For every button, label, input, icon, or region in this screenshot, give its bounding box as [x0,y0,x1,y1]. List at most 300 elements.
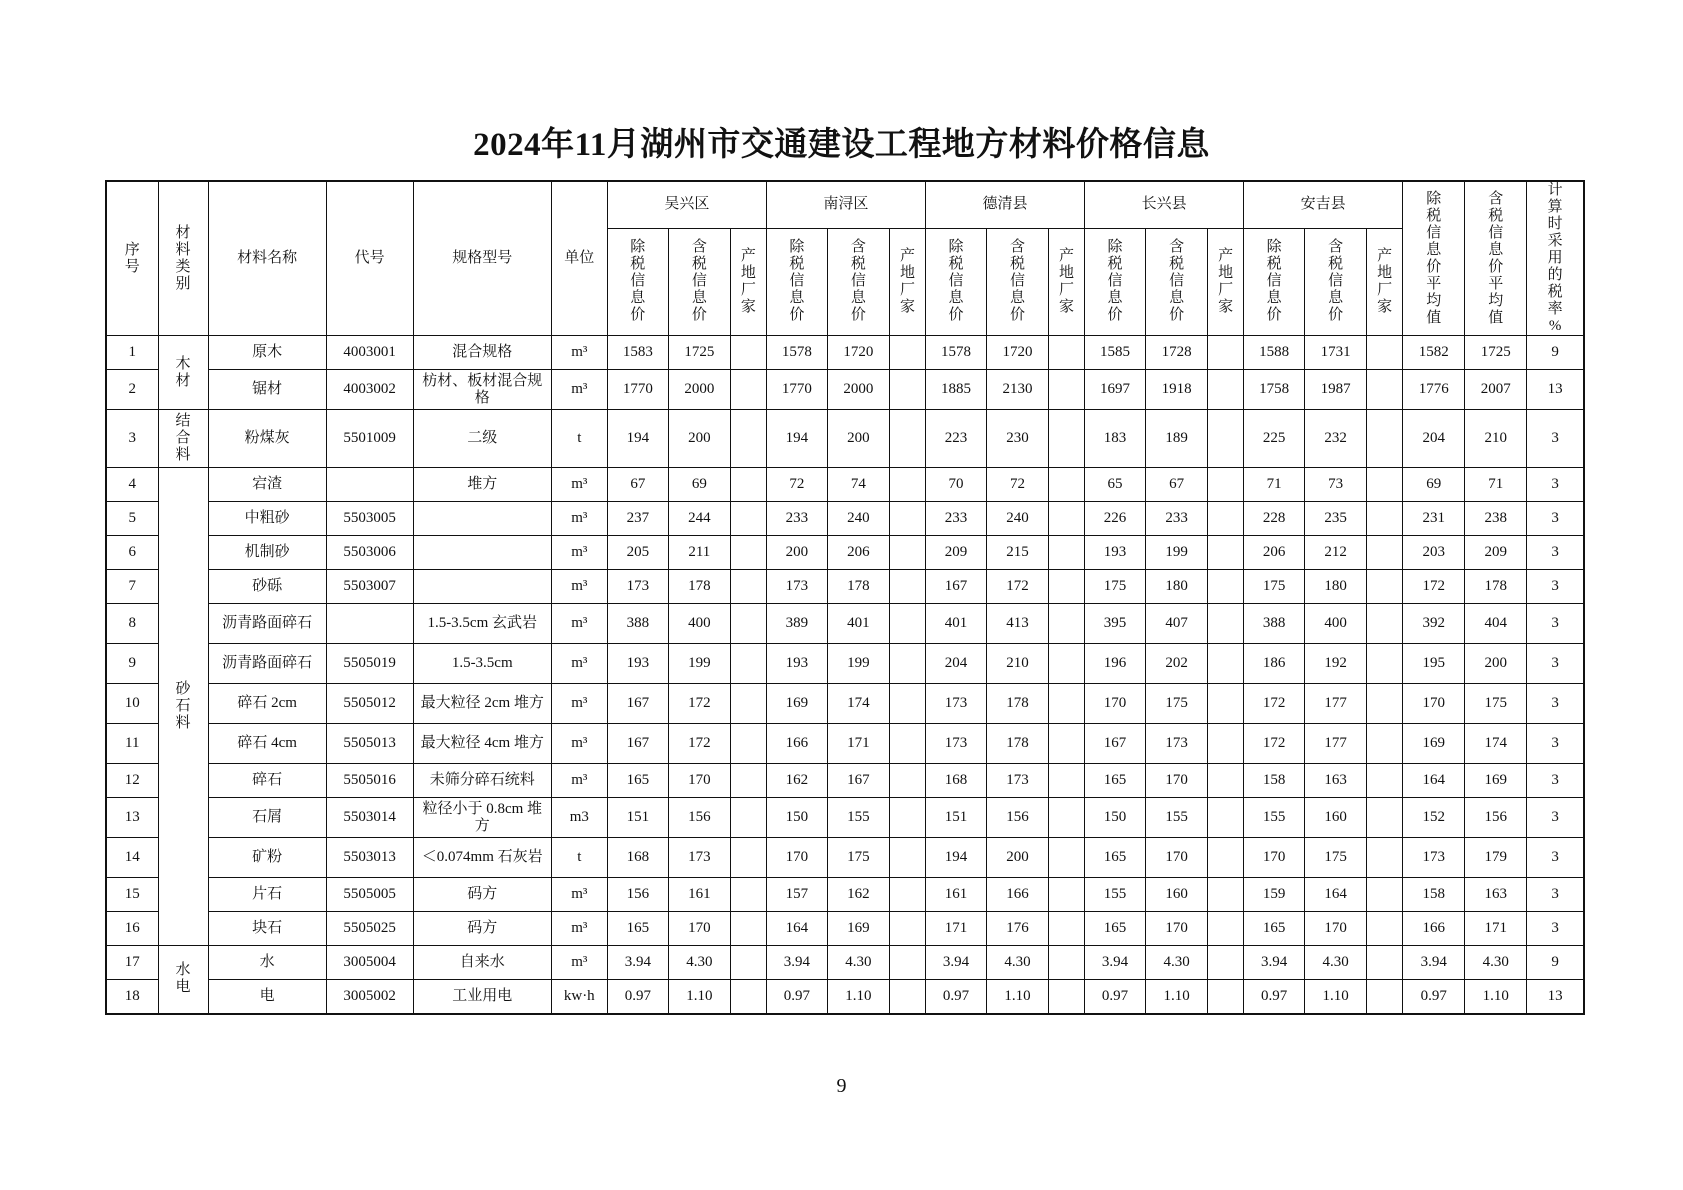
cell-origin [1367,798,1403,838]
cell-origin [889,912,925,946]
cell-avg-ex: 195 [1403,644,1465,684]
cell-origin [730,604,766,644]
cell-ex-tax: 165 [1085,838,1146,878]
cell-avg-ex: 204 [1403,410,1465,468]
cell-origin [889,684,925,724]
cell-ex-tax: 204 [925,644,986,684]
cell-origin [889,798,925,838]
cell-spec [413,502,551,536]
cell-inc-tax: 199 [668,644,730,684]
cell-ex-tax: 389 [766,604,827,644]
cell-ex-tax: 209 [925,536,986,570]
cell-origin [1367,370,1403,410]
cell-avg-ex: 173 [1403,838,1465,878]
cell-code: 5501009 [326,410,413,468]
cell-origin [1367,336,1403,370]
cell-ex-tax: 171 [925,912,986,946]
cell-tax-rate: 3 [1527,764,1584,798]
cell-origin [1049,570,1085,604]
cell-tax-rate: 3 [1527,912,1584,946]
cell-inc-tax: 172 [668,724,730,764]
cell-inc-tax: 1720 [827,336,889,370]
cell-ex-tax: 175 [1085,570,1146,604]
cell-origin [889,370,925,410]
cell-tax-rate: 3 [1527,410,1584,468]
cell-origin [1208,764,1244,798]
cell-ex-tax: 194 [925,838,986,878]
cell-origin [730,410,766,468]
header-ex-tax: 除 税 信 息 价 [607,228,668,335]
cell-name: 碎石 [208,764,326,798]
header-ex-tax: 除 税 信 息 价 [766,228,827,335]
cell-tax-rate: 3 [1527,684,1584,724]
table-body [106,336,1584,1014]
cell-inc-tax: 1728 [1146,336,1208,370]
cell-inc-tax: 1.10 [1146,980,1208,1014]
cell-ex-tax: 165 [1085,764,1146,798]
cell-seq: 10 [106,684,158,724]
header-inc-tax: 含 税 信 息 价 [1305,228,1367,335]
cell-origin [730,468,766,502]
cell-ex-tax: 3.94 [766,946,827,980]
cell-unit: kw·h [551,980,607,1014]
cell-origin [889,980,925,1014]
cell-ex-tax: 0.97 [1244,980,1305,1014]
cell-avg-inc: 209 [1465,536,1527,570]
cell-unit: t [551,838,607,878]
cell-origin [1208,336,1244,370]
cell-code [326,468,413,502]
cell-origin [1208,604,1244,644]
cell-spec [413,570,551,604]
cell-inc-tax: 155 [1146,798,1208,838]
cell-inc-tax: 200 [827,410,889,468]
cell-name: 碎石 4cm [208,724,326,764]
price-table [105,180,1585,1015]
cell-inc-tax: 167 [827,764,889,798]
cell-ex-tax: 167 [607,684,668,724]
table-row [106,912,1584,946]
cell-origin [1208,878,1244,912]
cell-origin [889,502,925,536]
cell-inc-tax: 180 [1146,570,1208,604]
cell-spec: 枋材、板材混合规格 [413,370,551,410]
cell-origin [1367,724,1403,764]
cell-code: 3005004 [326,946,413,980]
cell-name: 块石 [208,912,326,946]
cell-ex-tax: 167 [925,570,986,604]
cell-unit: m³ [551,468,607,502]
cell-code: 5503013 [326,838,413,878]
cell-avg-inc: 404 [1465,604,1527,644]
cell-inc-tax: 1720 [986,336,1048,370]
cell-origin [1208,980,1244,1014]
cell-origin [1208,912,1244,946]
cell-avg-inc: 4.30 [1465,946,1527,980]
cell-ex-tax: 388 [607,604,668,644]
cell-inc-tax: 170 [668,912,730,946]
cell-avg-ex: 203 [1403,536,1465,570]
cell-unit: m³ [551,536,607,570]
table-row [106,798,1584,838]
cell-origin [730,838,766,878]
cell-unit: m³ [551,946,607,980]
cell-name: 砂砾 [208,570,326,604]
cell-ex-tax: 150 [766,798,827,838]
cell-ex-tax: 159 [1244,878,1305,912]
cell-ex-tax: 167 [607,724,668,764]
cell-origin [1367,684,1403,724]
cell-ex-tax: 166 [766,724,827,764]
cell-origin [730,980,766,1014]
cell-unit: m³ [551,644,607,684]
table-row [106,764,1584,798]
cell-inc-tax: 170 [1305,912,1367,946]
cell-inc-tax: 1.10 [668,980,730,1014]
cell-inc-tax: 177 [1305,684,1367,724]
header-origin: 产 地 厂 家 [1049,228,1085,335]
cell-avg-ex: 1776 [1403,370,1465,410]
cell-inc-tax: 233 [1146,502,1208,536]
cell-inc-tax: 169 [827,912,889,946]
header-ex-tax: 除 税 信 息 价 [1085,228,1146,335]
cell-inc-tax: 177 [1305,724,1367,764]
cell-origin [1367,468,1403,502]
header-unit: 单位 [551,181,607,336]
header-region: 南浔区 [766,181,925,228]
cell-avg-ex: 1582 [1403,336,1465,370]
cell-inc-tax: 160 [1305,798,1367,838]
cell-origin [1208,502,1244,536]
cell-inc-tax: 200 [986,838,1048,878]
cell-inc-tax: 162 [827,878,889,912]
header-origin: 产 地 厂 家 [1208,228,1244,335]
cell-ex-tax: 165 [1085,912,1146,946]
cell-seq: 5 [106,502,158,536]
cell-inc-tax: 244 [668,502,730,536]
cell-tax-rate: 3 [1527,604,1584,644]
cell-origin [1049,410,1085,468]
cell-inc-tax: 73 [1305,468,1367,502]
cell-ex-tax: 168 [607,838,668,878]
table-row [106,468,1584,502]
cell-origin [889,570,925,604]
cell-ex-tax: 206 [1244,536,1305,570]
cell-origin [1049,644,1085,684]
header-name: 材料名称 [208,181,326,336]
cell-inc-tax: 235 [1305,502,1367,536]
cell-inc-tax: 170 [1146,838,1208,878]
cell-inc-tax: 212 [1305,536,1367,570]
cell-origin [1049,798,1085,838]
cell-spec: ＜0.074mm 石灰岩 [413,838,551,878]
cell-avg-inc: 171 [1465,912,1527,946]
cell-ex-tax: 67 [607,468,668,502]
cell-ex-tax: 200 [766,536,827,570]
cell-avg-inc: 175 [1465,684,1527,724]
cell-origin [730,644,766,684]
cell-ex-tax: 156 [607,878,668,912]
cell-origin [889,644,925,684]
cell-avg-ex: 152 [1403,798,1465,838]
cell-inc-tax: 189 [1146,410,1208,468]
cell-ex-tax: 193 [766,644,827,684]
cell-ex-tax: 161 [925,878,986,912]
cell-name: 中粗砂 [208,502,326,536]
cell-inc-tax: 67 [1146,468,1208,502]
cell-spec: 堆方 [413,468,551,502]
table-row [106,644,1584,684]
cell-origin [1049,980,1085,1014]
cell-avg-inc: 179 [1465,838,1527,878]
cell-origin [889,724,925,764]
cell-spec: 混合规格 [413,336,551,370]
cell-ex-tax: 1585 [1085,336,1146,370]
header-inc-tax: 含 税 信 息 价 [1146,228,1208,335]
cell-inc-tax: 170 [1146,912,1208,946]
cell-ex-tax: 150 [1085,798,1146,838]
table-header [106,181,1584,336]
cell-ex-tax: 1697 [1085,370,1146,410]
cell-inc-tax: 400 [668,604,730,644]
cell-ex-tax: 388 [1244,604,1305,644]
cell-origin [730,502,766,536]
cell-seq: 16 [106,912,158,946]
cell-origin [1367,912,1403,946]
table-row [106,336,1584,370]
cell-ex-tax: 186 [1244,644,1305,684]
cell-avg-inc: 1725 [1465,336,1527,370]
cell-origin [1367,570,1403,604]
cell-seq: 9 [106,644,158,684]
cell-unit: m³ [551,370,607,410]
cell-inc-tax: 1987 [1305,370,1367,410]
cell-tax-rate: 13 [1527,980,1584,1014]
cell-code: 5503006 [326,536,413,570]
cell-ex-tax: 165 [1244,912,1305,946]
cell-ex-tax: 1578 [766,336,827,370]
cell-seq: 8 [106,604,158,644]
cell-origin [889,838,925,878]
cell-seq: 17 [106,946,158,980]
cell-inc-tax: 400 [1305,604,1367,644]
header-avg-inc: 含 税 信 息 价 平 均 值 [1465,181,1527,336]
cell-inc-tax: 192 [1305,644,1367,684]
cell-origin [730,798,766,838]
cell-name: 矿粉 [208,838,326,878]
cell-spec: 最大粒径 2cm 堆方 [413,684,551,724]
cell-avg-ex: 69 [1403,468,1465,502]
cell-tax-rate: 3 [1527,570,1584,604]
cell-code: 3005002 [326,980,413,1014]
cell-ex-tax: 1583 [607,336,668,370]
cell-inc-tax: 163 [1305,764,1367,798]
cell-seq: 13 [106,798,158,838]
cell-inc-tax: 178 [986,724,1048,764]
header-inc-tax: 含 税 信 息 价 [827,228,889,335]
cell-avg-inc: 71 [1465,468,1527,502]
cell-inc-tax: 72 [986,468,1048,502]
cell-unit: m³ [551,336,607,370]
cell-origin [730,570,766,604]
cell-ex-tax: 158 [1244,764,1305,798]
cell-ex-tax: 162 [766,764,827,798]
cell-origin [1367,644,1403,684]
cell-origin [1049,912,1085,946]
cell-ex-tax: 0.97 [766,980,827,1014]
cell-origin [1049,878,1085,912]
header-origin: 产 地 厂 家 [730,228,766,335]
table-row [106,724,1584,764]
cell-code: 5505025 [326,912,413,946]
cell-inc-tax: 74 [827,468,889,502]
cell-unit: m³ [551,604,607,644]
table-row [106,980,1584,1014]
cell-ex-tax: 237 [607,502,668,536]
cell-ex-tax: 169 [766,684,827,724]
cell-ex-tax: 173 [925,684,986,724]
cell-unit: m³ [551,878,607,912]
cell-inc-tax: 215 [986,536,1048,570]
cell-tax-rate: 3 [1527,536,1584,570]
cell-ex-tax: 170 [1244,838,1305,878]
cell-name: 片石 [208,878,326,912]
cell-ex-tax: 194 [607,410,668,468]
cell-origin [730,912,766,946]
cell-inc-tax: 1.10 [827,980,889,1014]
cell-origin [889,468,925,502]
cell-origin [730,536,766,570]
cell-origin [889,410,925,468]
cell-name: 电 [208,980,326,1014]
cell-spec: 二级 [413,410,551,468]
cell-tax-rate: 3 [1527,878,1584,912]
cell-code: 5505019 [326,644,413,684]
cell-category: 水 电 [158,946,208,1014]
cell-spec: 码方 [413,912,551,946]
cell-ex-tax: 205 [607,536,668,570]
cell-inc-tax: 171 [827,724,889,764]
cell-inc-tax: 172 [986,570,1048,604]
cell-spec: 码方 [413,878,551,912]
cell-name: 宕渣 [208,468,326,502]
cell-origin [1049,502,1085,536]
cell-origin [1367,410,1403,468]
cell-spec [413,536,551,570]
cell-origin [1367,604,1403,644]
cell-inc-tax: 4.30 [986,946,1048,980]
cell-ex-tax: 193 [1085,536,1146,570]
cell-inc-tax: 199 [827,644,889,684]
cell-seq: 7 [106,570,158,604]
cell-inc-tax: 176 [986,912,1048,946]
table-row [106,946,1584,980]
cell-tax-rate: 9 [1527,946,1584,980]
cell-origin [1208,410,1244,468]
page-title: 2024年11月湖州市交通建设工程地方材料价格信息 [473,127,1210,163]
cell-inc-tax: 206 [827,536,889,570]
cell-ex-tax: 1578 [925,336,986,370]
cell-origin [1208,370,1244,410]
cell-inc-tax: 173 [1146,724,1208,764]
cell-origin [889,604,925,644]
cell-inc-tax: 164 [1305,878,1367,912]
cell-seq: 6 [106,536,158,570]
cell-origin [1367,946,1403,980]
cell-ex-tax: 1758 [1244,370,1305,410]
cell-unit: m³ [551,724,607,764]
cell-ex-tax: 1588 [1244,336,1305,370]
cell-ex-tax: 233 [766,502,827,536]
cell-ex-tax: 151 [925,798,986,838]
cell-seq: 1 [106,336,158,370]
cell-inc-tax: 156 [668,798,730,838]
cell-origin [1208,684,1244,724]
cell-spec: 未筛分碎石统料 [413,764,551,798]
cell-code: 5503007 [326,570,413,604]
table-row [106,604,1584,644]
cell-inc-tax: 178 [986,684,1048,724]
table-row [106,570,1584,604]
cell-origin [1367,980,1403,1014]
cell-name: 原木 [208,336,326,370]
cell-avg-ex: 172 [1403,570,1465,604]
cell-name: 锯材 [208,370,326,410]
cell-inc-tax: 232 [1305,410,1367,468]
cell-tax-rate: 3 [1527,502,1584,536]
cell-spec: 最大粒径 4cm 堆方 [413,724,551,764]
cell-origin [1049,370,1085,410]
cell-inc-tax: 155 [827,798,889,838]
header-inc-tax: 含 税 信 息 价 [986,228,1048,335]
header-region: 吴兴区 [607,181,766,228]
cell-inc-tax: 210 [986,644,1048,684]
cell-inc-tax: 173 [668,838,730,878]
cell-tax-rate: 13 [1527,370,1584,410]
cell-unit: m³ [551,684,607,724]
page-number: 9 [836,1075,847,1097]
header-origin: 产 地 厂 家 [1367,228,1403,335]
cell-seq: 3 [106,410,158,468]
cell-ex-tax: 173 [607,570,668,604]
cell-origin [1367,764,1403,798]
cell-ex-tax: 226 [1085,502,1146,536]
header-code: 代号 [326,181,413,336]
cell-unit: m³ [551,570,607,604]
header-ex-tax: 除 税 信 息 价 [925,228,986,335]
cell-origin [730,684,766,724]
cell-avg-ex: 231 [1403,502,1465,536]
cell-origin [1367,838,1403,878]
cell-code: 5505005 [326,878,413,912]
cell-ex-tax: 0.97 [1085,980,1146,1014]
cell-inc-tax: 407 [1146,604,1208,644]
cell-avg-inc: 156 [1465,798,1527,838]
table-row [106,536,1584,570]
cell-avg-inc: 169 [1465,764,1527,798]
cell-inc-tax: 2000 [827,370,889,410]
header-category: 材 料 类 别 [158,181,208,336]
cell-inc-tax: 170 [1146,764,1208,798]
cell-category: 砂 石 料 [158,468,208,946]
cell-inc-tax: 240 [827,502,889,536]
cell-ex-tax: 172 [1244,684,1305,724]
cell-tax-rate: 3 [1527,644,1584,684]
header-region: 长兴县 [1085,181,1244,228]
cell-ex-tax: 3.94 [607,946,668,980]
cell-unit: m³ [551,502,607,536]
cell-ex-tax: 194 [766,410,827,468]
